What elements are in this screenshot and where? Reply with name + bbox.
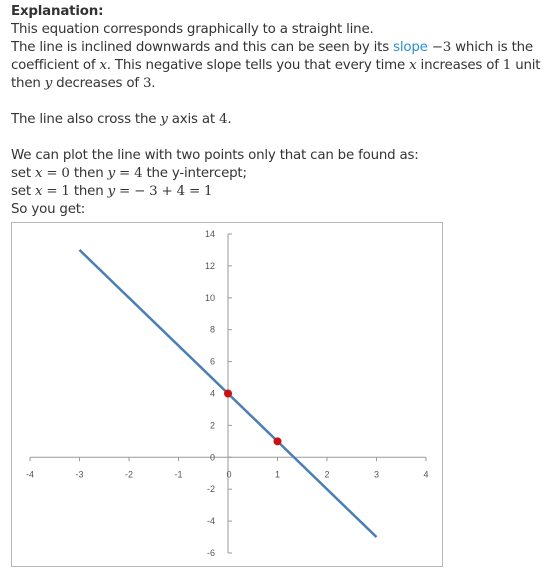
value-three: 3: [142, 76, 152, 91]
line-3: [11, 57, 541, 75]
line-3-text-a: coefficient of: [11, 58, 96, 73]
slope-value: −3: [431, 40, 452, 55]
then-word: then: [73, 166, 104, 181]
var-y: y: [107, 184, 115, 199]
x-tick-label: -3: [75, 469, 84, 480]
value-four: 4: [219, 112, 228, 127]
line-5-text-a: The line also cross the: [11, 112, 157, 127]
var-x: x: [34, 184, 43, 199]
line-2: [11, 39, 541, 57]
var-y: y: [44, 76, 53, 91]
spacer: [11, 93, 541, 111]
line-7: [11, 165, 541, 183]
line-4-dot: .: [151, 76, 156, 91]
then-word: then: [73, 184, 104, 199]
x-tick-label: 2: [324, 469, 330, 480]
line-1-text: This equation corresponds graphically to a straight line.: [11, 22, 374, 37]
line-4-text-a: then: [11, 76, 41, 91]
line-2-text-b: which is the: [455, 40, 533, 55]
spacer: [11, 129, 541, 147]
y-tick-label: 12: [204, 260, 215, 271]
line-5-text-b: axis at: [171, 112, 215, 127]
x-tick-label: -4: [25, 469, 35, 480]
y-tick-label: -2: [206, 484, 215, 495]
y-tick-label: 0: [209, 452, 215, 463]
line-9-text: So you get:: [11, 202, 86, 217]
x-tick-label: -1: [174, 469, 183, 480]
y-computation: = − 3 + 4 = 1: [119, 184, 213, 199]
var-x: x: [99, 58, 107, 73]
line-1: [11, 21, 541, 39]
y-tick-label: 6: [209, 356, 215, 367]
y-tick-label: -6: [206, 548, 215, 558]
explanation-text: [11, 3, 541, 219]
line-3-text-c: increases of: [420, 58, 499, 73]
data-point: [274, 437, 282, 445]
slope-link[interactable]: slope: [393, 40, 428, 55]
chart-svg: [12, 223, 442, 566]
value-one: 1: [502, 58, 512, 73]
line-8: [11, 183, 541, 201]
line-2-text-a: The line is inclined downwards and this can be seen by its: [11, 40, 389, 55]
var-x: x: [409, 58, 417, 73]
line-6: [11, 147, 541, 165]
line-3-text-d: unit: [515, 58, 541, 73]
line-3-text-b: . This negative slope tells you that every time: [106, 58, 406, 73]
x-tick-label: 1: [274, 469, 281, 480]
var-y: y: [107, 166, 115, 181]
y-tick-label: 2: [209, 420, 215, 431]
x-tick-label: 3: [373, 469, 380, 480]
data-point: [224, 390, 232, 398]
line-4: [11, 75, 541, 93]
y-equals-four: = 4: [119, 166, 143, 181]
line-7-rest: the y-intercept;: [146, 166, 247, 181]
line-4-text-b: decreases of: [56, 76, 139, 91]
set-word: set: [11, 184, 31, 199]
var-y: y: [160, 112, 168, 127]
y-tick-label: 10: [204, 292, 215, 303]
y-tick-label: 14: [204, 229, 215, 239]
x-tick-label: 4: [423, 469, 429, 480]
line-chart: [11, 222, 443, 567]
x-equals-one: = 1: [46, 184, 70, 199]
set-word: set: [11, 166, 31, 181]
y-tick-label: 8: [209, 324, 215, 335]
y-tick-label: -4: [206, 516, 215, 527]
x-equals-zero: = 0: [46, 166, 70, 181]
var-x: x: [34, 166, 43, 181]
line-6-text: We can plot the line with two points only that can be found as:: [11, 148, 419, 163]
y-tick-label: 4: [209, 388, 215, 399]
explanation-heading: Explanation:: [11, 4, 104, 19]
line-5: [11, 111, 541, 129]
line-9: [11, 201, 541, 219]
line-5-dot: .: [227, 112, 232, 127]
x-tick-label: 0: [226, 469, 232, 480]
x-tick-label: -2: [124, 469, 134, 480]
